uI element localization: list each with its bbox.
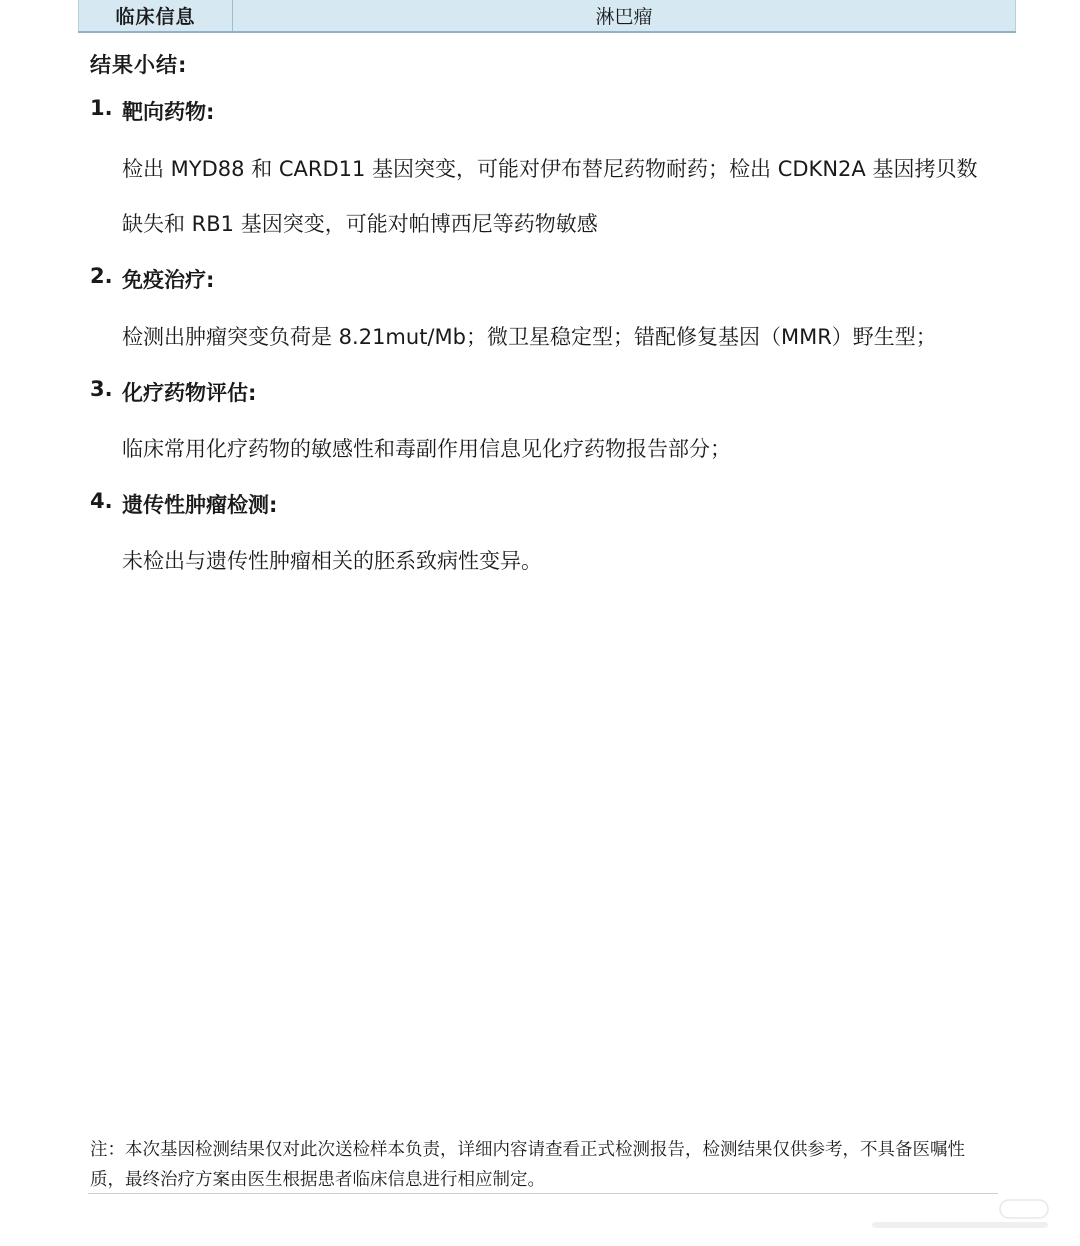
section-number: 1. [90,96,113,120]
watermark-logo [862,1198,1058,1232]
clinical-info-label: 临床信息 [78,0,233,31]
section-number: 2. [90,264,113,288]
section-heading-chemotherapy [90,377,256,407]
section-heading-targeted-drugs [90,96,214,126]
section-number: 4. [90,489,113,513]
section-text-line: 检测出肿瘤突变负荷是 8.21mut/Mb；微卫星稳定型；错配修复基因（MMR）野生型； [122,325,937,349]
clinical-info-value: 淋巴瘤 [233,0,1016,31]
footnote-line: 质，最终治疗方案由医生根据患者临床信息进行相应制定。 [90,1170,545,1190]
section-number: 3. [90,377,113,401]
section-heading-immunotherapy [90,264,214,294]
section-text-line: 未检出与遗传性肿瘤相关的胚系致病性变异。 [122,549,542,573]
section-text-line: 检出 MYD88 和 CARD11 基因突变，可能对伊布替尼药物耐药；检出 CDKN2A 基因拷贝数 [122,157,978,181]
footer-divider [88,1193,998,1194]
section-text-line: 缺失和 RB1 基因突变，可能对帕博西尼等药物敏感 [122,212,598,236]
section-text-line: 临床常用化疗药物的敏感性和毒副作用信息见化疗药物报告部分； [122,437,731,461]
section-heading-hereditary-tumor [90,489,277,519]
section-title: 遗传性肿瘤检测: [122,493,278,517]
section-title: 免疫治疗: [122,268,215,292]
summary-title: 结果小结: [90,53,188,77]
section-title: 靶向药物: [122,100,215,124]
section-title: 化疗药物评估: [122,381,257,405]
clinical-info-table [78,0,1016,33]
footnote-line: 注：本次基因检测结果仅对此次送检样本负责，详细内容请查看正式检测报告，检测结果仅供参考，不具备医嘱性 [90,1140,965,1160]
